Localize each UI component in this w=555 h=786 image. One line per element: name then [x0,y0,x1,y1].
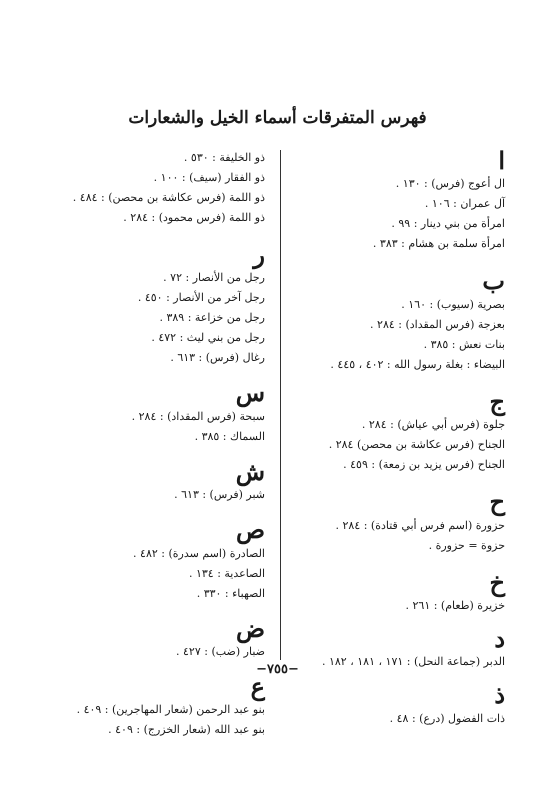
index-entry: شبر (فرس) : ٦١٣ . [174,488,265,502]
index-entry: الصاعدية : ١٣٤ . [188,566,265,580]
index-entry: الصادرة (اسم سدرة) : ٤٨٢ . [133,546,265,560]
index-entry: حزورة (اسم فرس أبي قتادة) : ٢٨٤ . [335,518,505,532]
section-letter: ص [235,515,265,545]
letter-group [285,682,505,728]
index-entry: امرأة من بني دينار : ٩٩ . [391,217,505,231]
section-letter: ع [250,671,265,701]
index-entry: بنو عبد الله (شعار الخزرج) : ٤٠٩ . [108,723,265,737]
index-entry: سبحة (فرس المقداد) : ٢٨٤ . [131,409,265,423]
index-entry: ضبار (ضب) : ٤٢٧ . [176,644,265,658]
index-entry: رجل من بني ليث : ٤٧٢ . [151,331,265,345]
page-number: −٧٥٥− [256,662,299,677]
index-entry: بعزجة (فرس المقداد) : ٢٨٤ . [370,317,505,331]
index-entry: جلوة (فرس أبي عياش) : ٢٨٤ . [361,418,505,432]
index-entry: رجل آخر من الأنصار : ٤٥٠ . [137,291,265,305]
letter-group [25,380,265,446]
index-entry: ذو الخليفة : ٥٣٠ . [183,151,265,164]
index-entry: الدبر (جماعة النحل) : ١٧١ ، ١٨١ ، ١٨٢ . [321,655,505,669]
index-entry: رغال (فرس) : ٦١٣ . [170,351,265,365]
page-title: فهرس المتفرقات أسماء الخيل والشعارات [128,108,427,128]
index-entry: بصرية (سيوب) : ١٦٠ . [401,297,505,311]
index-entry: ذو اللمة (فرس محمود) : ٢٨٤ . [123,211,265,224]
left-column [25,148,265,740]
index-entry: ال أعوج (فرس) : ١٣٠ . [395,177,505,191]
letter-group [285,386,505,475]
index-entry: بنو عبد الرحمن (شعار المهاجرين) : ٤٠٩ . [76,703,265,717]
section-letter: ذ [494,680,505,710]
letter-group [25,242,265,368]
index-entry: خزيرة (طعام) : ٢٦١ . [405,598,505,612]
index-entry: رجل من الأنصار : ٧٢ . [163,271,265,285]
right-column [285,148,505,729]
index-entry: رجل من خزاعة : ٣٨٩ . [159,311,265,325]
column-divider [280,150,281,660]
letter-group [285,489,505,555]
section-letter: ر [253,240,265,269]
letter-group [25,613,265,662]
section-letter: ش [235,456,265,486]
index-entry: الصهباء : ٣٣٠ . [196,586,265,600]
index-entry: امرأة سلمة بن هشام : ٣٨٣ . [372,237,505,251]
section-letter: ب [482,266,505,296]
index-entry: ذات الفضول (درع) : ٤٨ . [389,711,505,725]
section-letter: ض [235,613,265,643]
section-letter: خ [489,567,505,597]
index-entry: البيضاء : بغلة رسول الله : ٤٠٢ ، ٤٤٥ . [330,357,505,371]
section-letter: ح [489,487,505,517]
letter-group [25,671,265,740]
section-letter: د [494,623,505,653]
letter-group [285,268,505,374]
section-letter: س [235,378,265,408]
letter-group [25,148,265,228]
letter-group [285,567,505,616]
letter-group [285,148,505,254]
section-letter: ج [489,386,505,416]
section-letter: ا [498,146,505,175]
letter-group [25,456,265,505]
index-entry: بنات نعش : ٣٨٥ . [423,337,505,351]
letter-group [25,517,265,603]
index-entry: آل عمران : ١٠٦ . [424,197,505,211]
index-entry: الجناح (فرس عكاشة بن محصن) ٢٨٤ . [328,438,505,452]
index-entry: ذو الفقار (سيف) : ١٠٠ . [153,171,265,184]
index-entry: ذو اللمة (فرس عكاشة بن محصن) : ٤٨٤ . [72,191,265,204]
index-entry: السماك : ٣٨٥ . [194,429,265,443]
index-entry: حزوة = حزورة . [428,538,505,552]
index-entry: الجناح (فرس يزيد بن زمعة) : ٤٥٩ . [343,458,505,472]
